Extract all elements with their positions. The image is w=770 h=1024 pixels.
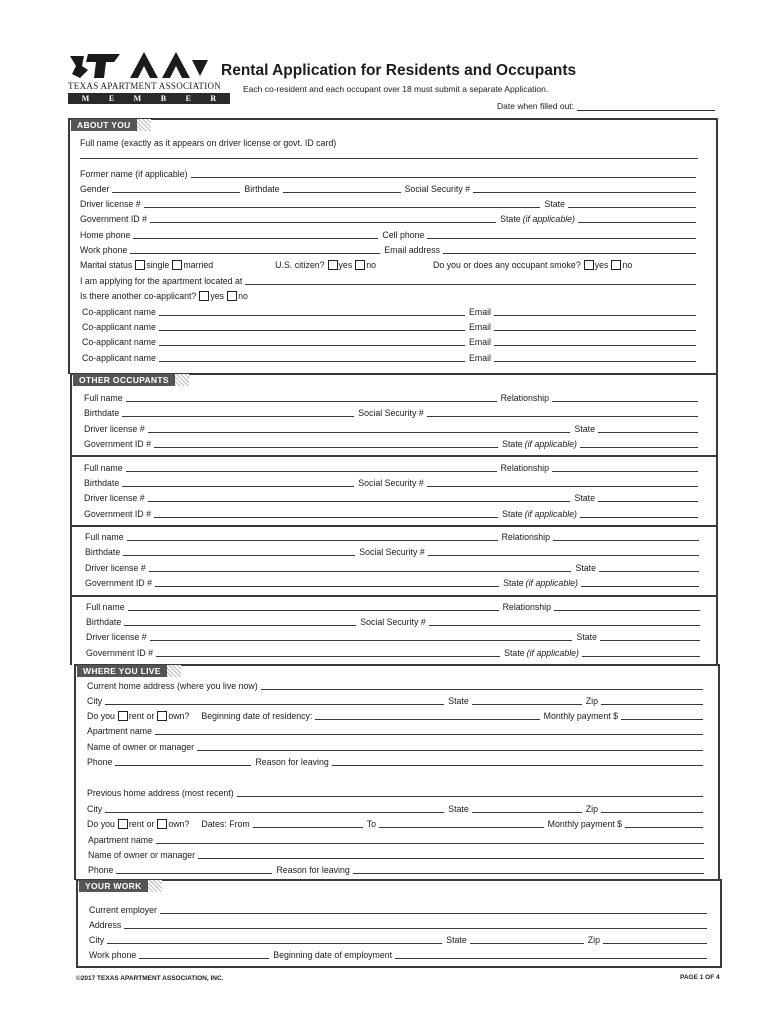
occupant-dl-state-field[interactable] bbox=[598, 493, 698, 502]
occupant-birth-ssn-row: Birthdate Social Security # bbox=[84, 476, 702, 488]
member-bar: M E M B E R bbox=[68, 93, 230, 104]
section-heading-your-work: YOUR WORK bbox=[79, 880, 148, 892]
previous-address-field[interactable]: Previous home address (most recent) bbox=[87, 786, 707, 798]
occupant-birthdate-field[interactable] bbox=[123, 547, 355, 556]
occupant-name-row: Full name Relationship bbox=[84, 461, 702, 473]
coapplicant-email-field[interactable] bbox=[494, 353, 696, 362]
current-city-field[interactable] bbox=[105, 696, 444, 705]
current-state-field[interactable] bbox=[472, 696, 582, 705]
occupant-dl-state-field[interactable] bbox=[599, 563, 699, 572]
page-number: PAGE 1 OF 4 bbox=[680, 974, 720, 981]
coapplicant-name-field[interactable] bbox=[159, 322, 465, 331]
work-phone-begin-row: Work phone Beginning date of employment bbox=[89, 948, 711, 960]
occupant-dl-row: Driver license # State bbox=[84, 422, 702, 434]
employment-begin-field[interactable] bbox=[395, 950, 707, 959]
previous-owner-manager-field[interactable]: Name of owner or manager bbox=[88, 848, 708, 860]
current-employer-field[interactable]: Current employer bbox=[89, 903, 711, 915]
coapplicant-email-field[interactable] bbox=[494, 322, 696, 331]
current-city-row: City State Zip bbox=[87, 694, 707, 706]
section-heading-where-you-live: WHERE YOU LIVE bbox=[77, 665, 167, 677]
home-phone-field[interactable] bbox=[133, 230, 378, 239]
home-cell-phone-row: Home phone Cell phone bbox=[80, 228, 700, 240]
previous-phone-reason-row: Phone Reason for leaving bbox=[88, 863, 708, 875]
married-checkbox[interactable] bbox=[172, 260, 182, 270]
previous-zip-field[interactable] bbox=[601, 804, 703, 813]
occupant-govid-field[interactable] bbox=[155, 578, 499, 587]
citizen-no-checkbox[interactable] bbox=[355, 260, 365, 270]
ssn-field[interactable] bbox=[473, 184, 696, 193]
occupant-birthdate-field[interactable] bbox=[122, 478, 354, 487]
current-rent-checkbox[interactable] bbox=[118, 711, 128, 721]
coapplicant-row: Co-applicant name Email bbox=[82, 320, 700, 332]
work-phone-field[interactable] bbox=[130, 245, 380, 254]
occupant-dl-row: Driver license # State bbox=[84, 491, 702, 503]
government-id-row: Government ID # State (if applicable) bbox=[80, 212, 700, 224]
previous-from-field[interactable] bbox=[253, 819, 363, 828]
full-name-label-row: Full name (exactly as it appears on driver license or govt. ID card) bbox=[80, 138, 337, 148]
occupant-relationship-field[interactable] bbox=[554, 602, 700, 611]
occupant-govid-field[interactable] bbox=[156, 648, 500, 657]
occupant-dl-row: Driver license # State bbox=[85, 561, 703, 573]
driver-license-field[interactable] bbox=[144, 199, 541, 208]
previous-rent-checkbox[interactable] bbox=[118, 819, 128, 829]
occupant-dl-field[interactable] bbox=[150, 632, 573, 641]
coapplicant-no-checkbox[interactable] bbox=[227, 291, 237, 301]
section-heading-about-you: ABOUT YOU bbox=[71, 119, 137, 131]
occupant-govid-row: Government ID # State (if applicable) bbox=[84, 507, 702, 519]
previous-rent-own-row: Do you rent or own? Dates: From To Monthly payment $ bbox=[87, 817, 707, 829]
coapplicant-row: Co-applicant name Email bbox=[82, 335, 700, 347]
coapplicant-row: Co-applicant name Email bbox=[82, 351, 700, 363]
smoke-yes-checkbox[interactable] bbox=[584, 260, 594, 270]
occupant-dl-field[interactable] bbox=[148, 493, 571, 502]
taa-logo bbox=[68, 50, 230, 104]
occupant-govid-state-field[interactable] bbox=[581, 578, 699, 587]
taa-logo-mark-icon bbox=[68, 50, 210, 80]
occupant-name-row: Full name Relationship bbox=[84, 391, 702, 403]
coapplicant-name-field[interactable] bbox=[159, 307, 465, 316]
current-phone-reason-row: Phone Reason for leaving bbox=[87, 755, 707, 767]
occupant-name-row: Full name Relationship bbox=[86, 600, 704, 612]
occupant-birth-ssn-row: Birthdate Social Security # bbox=[85, 545, 703, 557]
previous-to-field[interactable] bbox=[379, 819, 544, 828]
occupant-ssn-field[interactable] bbox=[429, 617, 700, 626]
employer-phone-field[interactable] bbox=[139, 950, 269, 959]
occupant-birthdate-field[interactable] bbox=[124, 617, 356, 626]
occupant-govid-field[interactable] bbox=[154, 439, 498, 448]
gender-field[interactable] bbox=[112, 184, 240, 193]
occupant-govid-field[interactable] bbox=[154, 509, 498, 518]
occupant-ssn-field[interactable] bbox=[427, 478, 698, 487]
occupant-name-field[interactable] bbox=[126, 463, 497, 472]
occupant-name-field[interactable] bbox=[127, 532, 498, 541]
occupant-govid-state-field[interactable] bbox=[580, 439, 698, 448]
occupant-govid-row: Government ID # State (if applicable) bbox=[86, 646, 704, 658]
single-checkbox[interactable] bbox=[135, 260, 145, 270]
occupant-relationship-field[interactable] bbox=[552, 393, 698, 402]
driver-license-row: Driver license # State bbox=[80, 197, 700, 209]
occupant-ssn-field[interactable] bbox=[427, 408, 698, 417]
occupant-name-field[interactable] bbox=[128, 602, 499, 611]
current-payment-field[interactable] bbox=[621, 711, 703, 720]
previous-own-checkbox[interactable] bbox=[157, 819, 167, 829]
current-address-field[interactable]: Current home address (where you live now) bbox=[87, 679, 707, 691]
cell-phone-field[interactable] bbox=[427, 230, 696, 239]
previous-state-field[interactable] bbox=[472, 804, 582, 813]
occupant-govid-row: Government ID # State (if applicable) bbox=[85, 576, 703, 588]
svg-text:TAA: TAA bbox=[144, 77, 146, 78]
occupant-govid-state-field[interactable] bbox=[582, 648, 700, 657]
previous-city-row: City State Zip bbox=[87, 802, 707, 814]
dl-state-field[interactable] bbox=[568, 199, 696, 208]
date-filled-field[interactable]: Date when filled out: bbox=[497, 101, 715, 111]
coapplicant-email-field[interactable] bbox=[494, 307, 696, 316]
document-subtitle: Each co-resident and each occupant over 18 must submit a separate Application. bbox=[243, 84, 549, 94]
previous-reason-field[interactable] bbox=[353, 865, 704, 874]
coapplicant-row: Co-applicant name Email bbox=[82, 305, 700, 317]
occupant-relationship-field[interactable] bbox=[552, 463, 698, 472]
occupant-dl-state-field[interactable] bbox=[598, 424, 698, 433]
previous-phone-field[interactable] bbox=[116, 865, 272, 874]
full-name-field[interactable] bbox=[80, 158, 698, 159]
document-title: Rental Application for Residents and Occupants bbox=[221, 62, 577, 79]
employer-address-field[interactable]: Address bbox=[89, 918, 711, 930]
employer-state-field[interactable] bbox=[470, 935, 584, 944]
previous-payment-field[interactable] bbox=[625, 819, 703, 828]
copyright-notice: ©2017 TEXAS APARTMENT ASSOCIATION, INC. bbox=[76, 975, 224, 982]
occupant-ssn-field[interactable] bbox=[428, 547, 699, 556]
previous-city-field[interactable] bbox=[105, 804, 444, 813]
occupant-dl-state-field[interactable] bbox=[600, 632, 700, 641]
gender-birthdate-ssn-row: Gender Birthdate Social Security # bbox=[80, 182, 700, 194]
coapplicant-email-field[interactable] bbox=[494, 337, 696, 346]
applying-address-field[interactable]: I am applying for the apartment located at bbox=[80, 274, 700, 286]
occupant-name-row: Full name Relationship bbox=[85, 530, 703, 542]
occupant-name-field[interactable] bbox=[126, 393, 497, 402]
employer-zip-field[interactable] bbox=[603, 935, 707, 944]
coapplicant-yes-checkbox[interactable] bbox=[199, 291, 209, 301]
marital-citizen-smoke-row: Marital status single married U.S. citizen? yes no Do you or does any occupant smoke? yes no bbox=[80, 260, 633, 270]
occupant-birthdate-field[interactable] bbox=[122, 408, 354, 417]
work-phone-email-row: Work phone Email address bbox=[80, 243, 700, 255]
citizen-yes-checkbox[interactable] bbox=[328, 260, 338, 270]
another-coapplicant-row: Is there another co-applicant? yes no bbox=[80, 291, 248, 301]
occupant-relationship-field[interactable] bbox=[553, 532, 699, 541]
coapplicant-name-field[interactable] bbox=[159, 337, 465, 346]
section-heading-other-occupants: OTHER OCCUPANTS bbox=[73, 374, 175, 386]
current-rent-own-row: Do you rent or own? Beginning date of residency: Monthly payment $ bbox=[87, 709, 707, 721]
occupant-dl-field[interactable] bbox=[148, 424, 571, 433]
current-reason-field[interactable] bbox=[332, 757, 703, 766]
residency-begin-field[interactable] bbox=[315, 711, 539, 720]
current-zip-field[interactable] bbox=[601, 696, 703, 705]
occupant-birth-ssn-row: Birthdate Social Security # bbox=[84, 406, 702, 418]
occupant-govid-state-field[interactable] bbox=[580, 509, 698, 518]
employer-city-row: City State Zip bbox=[89, 933, 711, 945]
occupant-dl-row: Driver license # State bbox=[86, 630, 704, 642]
current-phone-field[interactable] bbox=[115, 757, 251, 766]
email-address-field[interactable] bbox=[443, 245, 696, 254]
birthdate-field[interactable] bbox=[283, 184, 401, 193]
former-name-field[interactable]: Former name (if applicable) bbox=[80, 167, 700, 179]
occupant-dl-field[interactable] bbox=[149, 563, 572, 572]
current-owner-manager-field[interactable]: Name of owner or manager bbox=[87, 740, 707, 752]
government-id-field[interactable] bbox=[150, 214, 496, 223]
employer-city-field[interactable] bbox=[107, 935, 442, 944]
coapplicant-name-field[interactable] bbox=[159, 353, 465, 362]
association-name: TEXAS APARTMENT ASSOCIATION bbox=[68, 81, 222, 91]
occupant-govid-row: Government ID # State (if applicable) bbox=[84, 437, 702, 449]
gov-id-state-field[interactable] bbox=[578, 214, 696, 223]
current-apartment-name-field[interactable]: Apartment name bbox=[87, 724, 707, 736]
smoke-no-checkbox[interactable] bbox=[611, 260, 621, 270]
current-own-checkbox[interactable] bbox=[157, 711, 167, 721]
previous-apartment-name-field[interactable]: Apartment name bbox=[88, 833, 708, 845]
occupant-birth-ssn-row: Birthdate Social Security # bbox=[86, 615, 704, 627]
